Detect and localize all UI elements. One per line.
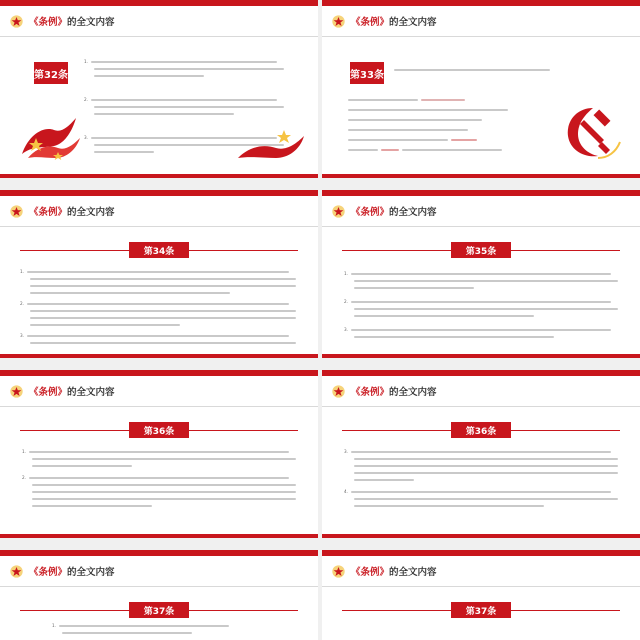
top-accent-bar (0, 370, 318, 376)
list-item: 1. (20, 268, 300, 296)
top-accent-bar (0, 0, 318, 6)
slide-title-row (332, 382, 437, 400)
top-accent-bar (322, 370, 640, 376)
slide-article-32[interactable] (0, 0, 318, 178)
star-icon (10, 205, 23, 218)
title-divider (0, 226, 318, 227)
list-item: 2. (84, 96, 294, 117)
slide-title: 《条例》的全文内容 (29, 207, 115, 218)
star-icon (332, 385, 345, 398)
title-divider (0, 406, 318, 407)
list-item: 3. (84, 134, 294, 155)
row-divider (0, 178, 640, 190)
slide-title-row (10, 12, 115, 30)
star-icon (10, 15, 23, 28)
star-icon (332, 15, 345, 28)
list-item: 2. (20, 300, 300, 328)
article-number-box: 第35条 (451, 242, 511, 258)
bottom-accent-bar (322, 354, 640, 358)
title-divider (322, 406, 640, 407)
list-item: 4. (344, 488, 624, 509)
slide-title: 《条例》的全文内容 (29, 17, 115, 28)
numbered-list (348, 96, 538, 153)
list-item: 1. (22, 448, 302, 469)
article-number-box: 第36条 (451, 422, 511, 438)
bottom-accent-bar (322, 534, 640, 538)
title-divider (322, 36, 640, 37)
slide-title: 《条例》的全文内容 (351, 17, 437, 28)
article-header (342, 242, 620, 258)
star-icon (332, 205, 345, 218)
slide-title-row (332, 202, 437, 220)
article-number-box: 第37条 (451, 602, 511, 618)
slide-title: 《条例》的全文内容 (351, 207, 437, 218)
title-divider (322, 586, 640, 587)
slide-title: 《条例》的全文内容 (29, 387, 115, 398)
hammer-sickle-icon (558, 102, 628, 162)
slide-article-36-part-2[interactable] (322, 370, 640, 538)
row-divider (0, 538, 640, 550)
slide-article-37-part-1[interactable] (0, 550, 318, 640)
article-number-box: 第37条 (129, 602, 189, 618)
list-item: 3. (344, 326, 624, 340)
top-accent-bar (322, 550, 640, 556)
top-accent-bar (322, 190, 640, 196)
intro-text (394, 66, 554, 73)
list-item: 3. (344, 448, 624, 483)
slide-title: 《条例》的全文内容 (29, 567, 115, 578)
list-item: 1. (84, 58, 294, 79)
top-accent-bar (0, 550, 318, 556)
bottom-accent-bar (322, 174, 640, 178)
slide-title-row (332, 12, 437, 30)
list-item: 1. (52, 622, 292, 636)
slide-article-33[interactable] (322, 0, 640, 178)
star-icon (332, 565, 345, 578)
slide-article-36-part-1[interactable] (0, 370, 318, 538)
list-item: 1. (344, 270, 624, 291)
red-flag-icon (14, 104, 84, 164)
slide-title-row (10, 382, 115, 400)
slide-title: 《条例》的全文内容 (351, 567, 437, 578)
list-item: 2. (22, 474, 302, 509)
slide-title-row (10, 562, 115, 580)
slide-article-37-part-2[interactable] (322, 550, 640, 640)
article-header (20, 602, 298, 618)
article-number-box: 第33条 (350, 62, 384, 84)
slide-title: 《条例》的全文内容 (351, 387, 437, 398)
slide-article-34[interactable] (0, 190, 318, 358)
article-header (342, 602, 620, 618)
top-accent-bar (0, 190, 318, 196)
article-header (20, 242, 298, 258)
bottom-accent-bar (0, 174, 318, 178)
slide-title-row (10, 202, 115, 220)
slide-article-35[interactable] (322, 190, 640, 358)
article-header (20, 422, 298, 438)
article-header (342, 422, 620, 438)
list-item: 3. (20, 332, 300, 346)
star-icon (10, 565, 23, 578)
article-number-box: 第34条 (129, 242, 189, 258)
list-item: 2. (344, 298, 624, 319)
bottom-accent-bar (0, 534, 318, 538)
bottom-accent-bar (0, 354, 318, 358)
title-divider (322, 226, 640, 227)
row-divider (0, 358, 640, 370)
title-divider (0, 36, 318, 37)
slide-title-row (332, 562, 437, 580)
top-accent-bar (322, 0, 640, 6)
title-divider (0, 586, 318, 587)
article-number-box: 第36条 (129, 422, 189, 438)
article-number-box: 第32条 (34, 62, 68, 84)
star-icon (10, 385, 23, 398)
